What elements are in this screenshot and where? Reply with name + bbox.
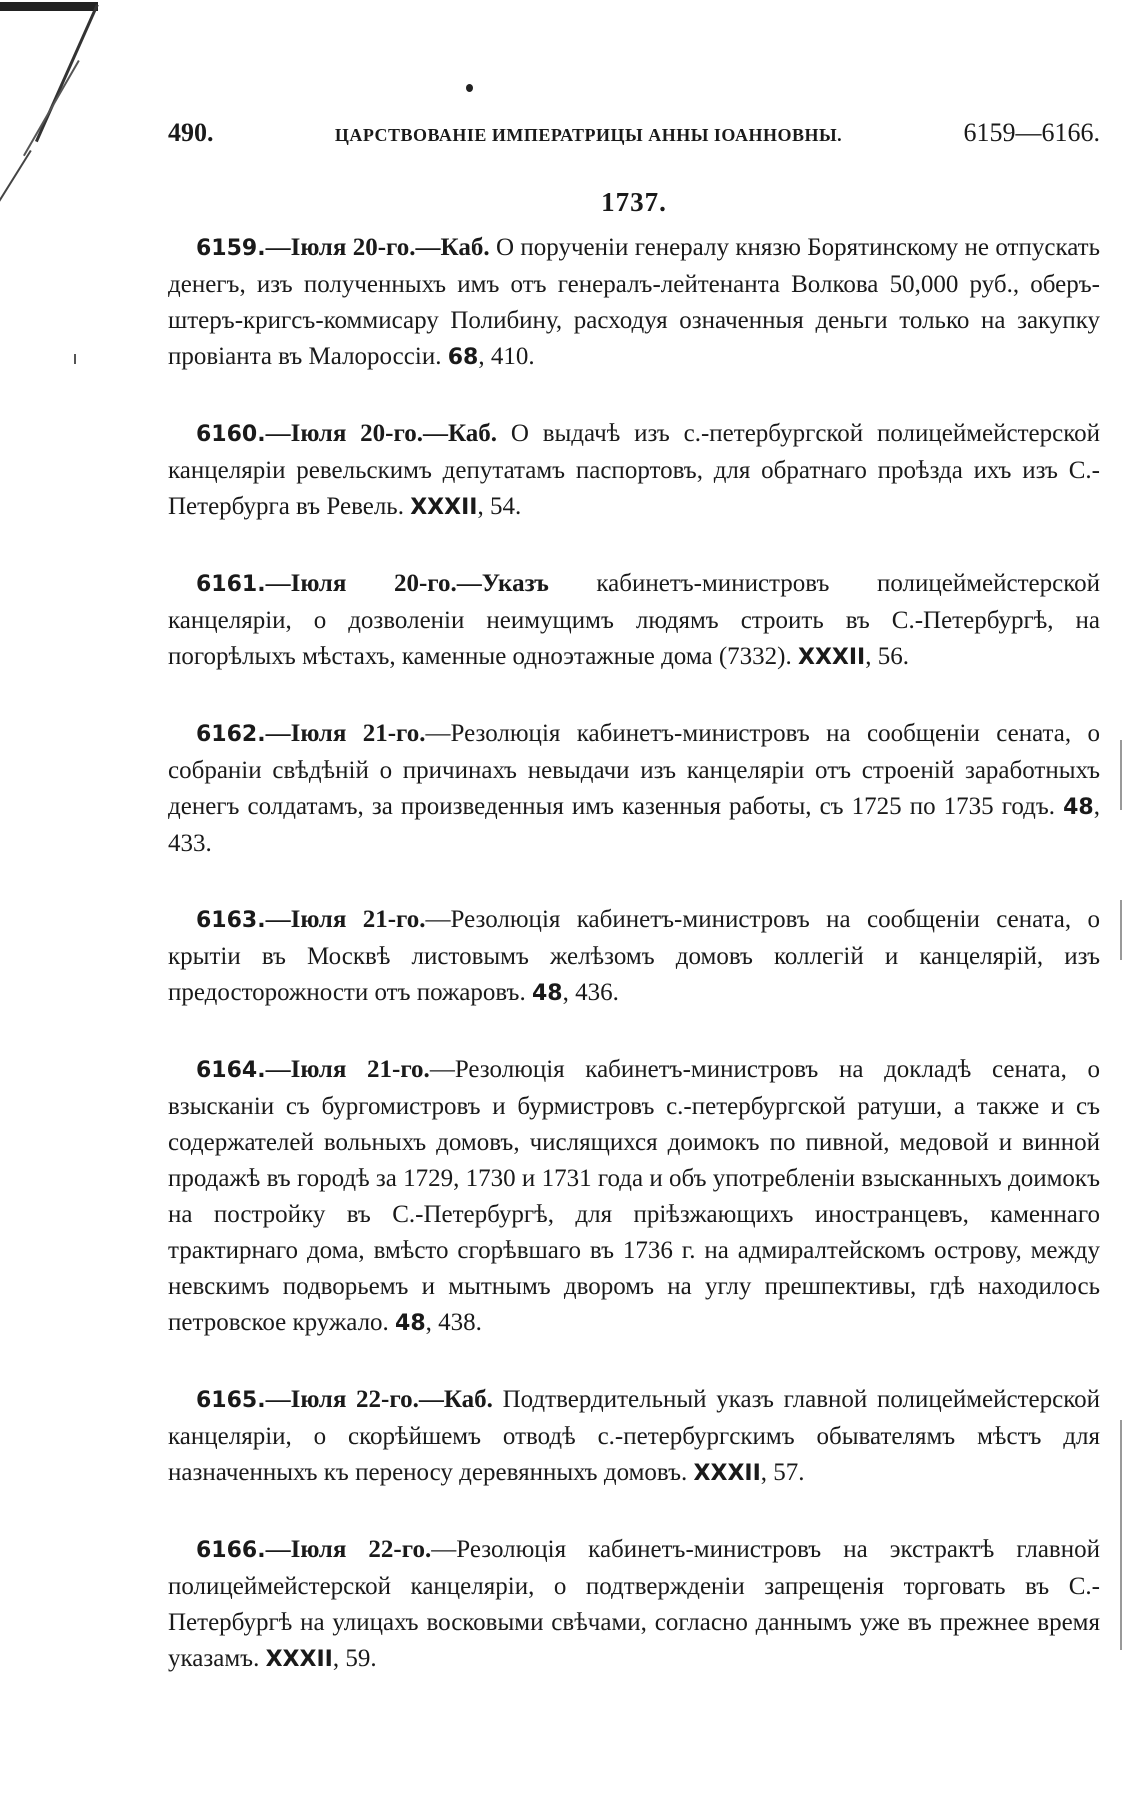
scan-pencil-stroke <box>23 60 80 156</box>
entry-text: О выдачѣ изъ с.-петербургской полицеймейстерской канцеляріи ревельскимъ депутатамъ паспортовъ, для обратнаго проѣзда ихъ изъ С.-Петербурга въ Ревель. <box>168 420 1101 520</box>
entry-date: —Іюля 20-го.—Каб. <box>265 234 490 261</box>
entry <box>168 716 1100 862</box>
entry <box>168 416 1100 526</box>
margin-mark <box>74 354 76 364</box>
entry-text: О порученіи генералу князю Борятинскому не отпускать денегъ, изъ полученныхъ имъ отъ генералъ-лейтенанта Волкова 50,000 руб., оберъ-штеръ-кригсъ-коммисару Полибину, расходуя означенныя деньги только на закупку провіанта въ Малороссіи. <box>168 234 1100 370</box>
scan-pencil-stroke <box>35 4 99 142</box>
entry-date: —Іюля 20-го.—Каб. <box>265 420 498 447</box>
source-page: , 438. <box>425 1309 482 1336</box>
source-volume: XXXII <box>693 1461 761 1486</box>
source-page: , 54. <box>477 493 522 520</box>
source-volume: XXXII <box>265 1647 333 1672</box>
scan-pencil-stroke <box>0 150 32 202</box>
source-page: , 59. <box>332 1645 377 1672</box>
scan-edge-line <box>1120 740 1122 810</box>
entry-number: 6160. <box>196 422 266 447</box>
ink-spot <box>466 84 473 92</box>
reign-title: ЦАРСТВОВАНІЕ ИМПЕРАТРИЦЫ АННЫ ІОАННОВНЫ. <box>334 125 843 145</box>
source-volume: 48 <box>532 981 563 1006</box>
page-number: 490. <box>168 118 214 147</box>
scan-edge-line <box>1120 900 1122 960</box>
entry-number: 6164. <box>196 1058 266 1083</box>
entry-date: —Іюля 22-го. <box>265 1536 432 1563</box>
entry-text: —Резолюція кабинетъ-министровъ на докладѣ сената, о взысканіи съ бургомистровъ и бурмистровъ с.-петербургской ратуши, а также и съ содержателей вольныхъ домовъ, числящихся доимокъ по пивной, медовой и винной продажѣ въ городѣ за 1729, 1730 и 1731 года и объ употребленіи взысканныхъ доимокъ на постройку въ С.-Петербургѣ, для пріѣзжающихъ иностранцевъ, каменнаго трактирнаго дома, вмѣсто сгорѣвшаго въ 1736 г. на адмиралтейскомъ острову, между невскимъ подворьемъ и мытнымъ дворомъ на углу прешпективы, гдѣ находилось петровское кружало. <box>168 1056 1100 1336</box>
entries-list <box>168 230 1100 1678</box>
entry-text: —Резолюція кабинетъ-министровъ на сообщеніи сената, о собраніи свѣдѣній о причинахъ невыдачи изъ канцеляріи отъ строеній заработныхъ денегъ солдатамъ, за произведенныя имъ казенныя работы, съ 1725 по 1735 годъ. <box>168 720 1100 820</box>
source-volume: 68 <box>447 345 479 370</box>
scan-edge-line <box>1120 1420 1122 1650</box>
entry-number: 6159. <box>196 236 266 261</box>
entry-number: 6163. <box>196 908 266 933</box>
entry-text: —Резолюція кабинетъ-министровъ на экстрактѣ главной полицеймейстерской канцеляріи, о подтвержденіи запрещенія торговать въ С.-Петербургѣ на улицахъ восковыми свѣчами, согласно даннымъ уже въ прежнее время указамъ. <box>168 1536 1100 1672</box>
entry <box>168 1532 1100 1678</box>
entry <box>168 566 1100 676</box>
source-page: , 57. <box>760 1459 805 1486</box>
entry <box>168 902 1100 1012</box>
entry-date: —Іюля 22-го.—Каб. <box>265 1386 493 1413</box>
entry <box>168 230 1100 376</box>
entry-date: —Іюля 21-го. <box>265 906 426 933</box>
page <box>168 118 1100 1718</box>
entry-number: 6162. <box>196 722 266 747</box>
entry-number: 6166. <box>196 1538 266 1563</box>
entry-range: 6159—6166. <box>963 118 1100 147</box>
entry-text: кабинетъ-министровъ полицеймейстерской канцеляріи, о дозволеніи неимущимъ людямъ строить въ С.-Петербургѣ, на погорѣлыхъ мѣстахъ, каменные одноэтажные дома (7332). <box>168 570 1100 670</box>
entry-number: 6161. <box>196 572 266 597</box>
entry-number: 6165. <box>196 1388 266 1413</box>
entry <box>168 1052 1100 1342</box>
source-volume: XXXII <box>797 645 866 670</box>
source-volume: 48 <box>395 1311 426 1336</box>
source-page: , 433. <box>168 793 1100 857</box>
source-volume: XXXII <box>410 495 478 520</box>
entry-date: —Іюля 20-го.—Указъ <box>265 570 549 597</box>
entry <box>168 1382 1100 1492</box>
source-volume: 48 <box>1063 795 1094 820</box>
entry-text: —Резолюція кабинетъ-министровъ на сообщеніи сената, о крытіи въ Москвѣ листовымъ желѣзомъ домовъ коллегій и канцелярій, изъ предосторожности отъ пожаровъ. <box>168 906 1100 1006</box>
source-page: , 436. <box>562 979 619 1006</box>
entry-text: Подтвердительный указъ главной полицеймейстерской канцеляріи, о скорѣйшемъ отводѣ с.-петербургскимъ обывателямъ мѣстъ для назначенныхъ къ переносу деревянныхъ домовъ. <box>168 1386 1100 1486</box>
entry-date: —Іюля 21-го. <box>265 720 426 747</box>
entry-date: —Іюля 21-го. <box>265 1056 430 1083</box>
year-heading: 1737. <box>601 187 667 217</box>
source-page: , 56. <box>865 643 909 670</box>
source-page: , 410. <box>478 343 535 370</box>
scan-edge-mark <box>0 2 98 11</box>
running-head <box>168 118 1100 174</box>
